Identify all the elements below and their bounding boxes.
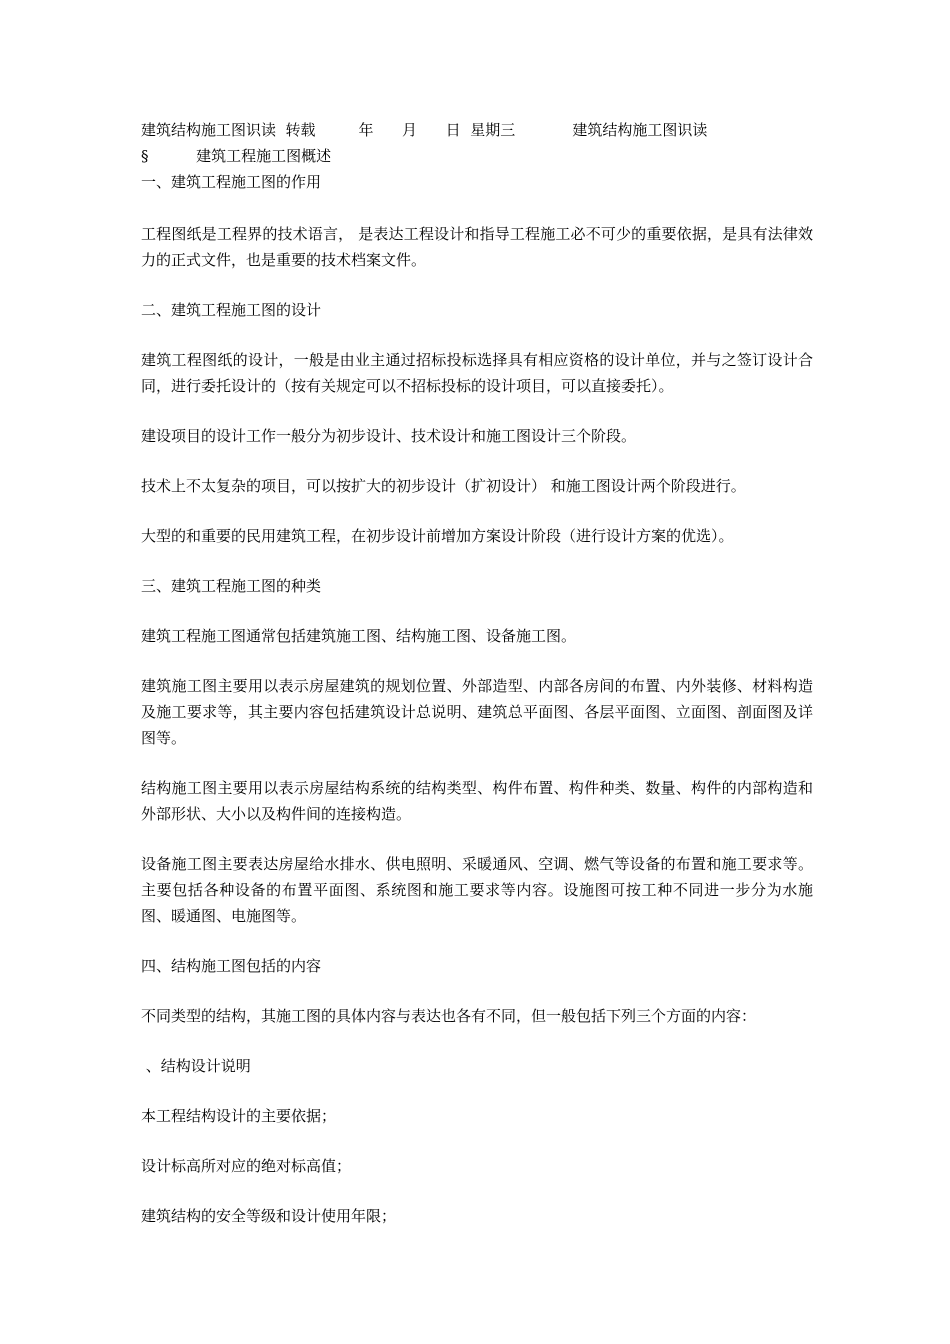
document-body xyxy=(141,117,813,1229)
paragraph: 建筑施工图主要用以表示房屋建筑的规划位置、外部造型、内部各房间的布置、内外装修、材料构造及施工要求等，其主要内容包括建筑设计总说明、建筑总平面图、各层平面图、立面图、剖面图及详图等。 xyxy=(141,677,813,747)
paragraph: 设备施工图主要表达房屋给水排水、供电照明、采暖通风、空调、燃气等设备的布置和施工要求等。主要包括各种设备的布置平面图、系统图和施工要求等内容。设施图可按工种不同进一步分为水施图、暖通图、电施图等。 xyxy=(141,855,813,925)
paragraph: 建筑工程图纸的设计，一般是由业主通过招标投标选择具有相应资格的设计单位，并与之签订设计合同，进行委托设计的（按有关规定可以不招标投标的设计项目，可以直接委托）。 xyxy=(141,351,813,395)
paragraph: 建筑工程施工图通常包括建筑施工图、结构施工图、设备施工图。 xyxy=(141,627,577,645)
paragraph: 不同类型的结构，其施工图的具体内容与表达也各有不同，但一般包括下列三个方面的内容： xyxy=(141,1007,757,1025)
section-mark-title: § 建筑工程施工图概述 xyxy=(141,147,332,165)
section-4-heading: 四、结构施工图包括的内容 xyxy=(141,957,322,975)
paragraph: 技术上不太复杂的项目，可以按扩大的初步设计（扩初设计） 和施工图设计两个阶段进行。 xyxy=(141,477,746,495)
paragraph: 结构施工图主要用以表示房屋结构系统的结构类型、构件布置、构件种类、数量、构件的内部构造和外部形状、大小以及构件间的连接构造。 xyxy=(141,779,813,823)
subsection-heading: 、结构设计说明 xyxy=(141,1057,251,1075)
section-3-heading: 三、建筑工程施工图的种类 xyxy=(141,577,322,595)
list-item: 建筑结构的安全等级和设计使用年限； xyxy=(141,1207,397,1225)
header-line: 建筑结构施工图识读 转载 年 月 日 星期三 建筑结构施工图识读 xyxy=(141,121,708,139)
paragraph: 建设项目的设计工作一般分为初步设计、技术设计和施工图设计三个阶段。 xyxy=(141,427,637,445)
paragraph: 工程图纸是工程界的技术语言， 是表达工程设计和指导工程施工必不可少的重要依据，是具有法律效力的正式文件，也是重要的技术档案文件。 xyxy=(141,225,813,269)
paragraph: 大型的和重要的民用建筑工程，在初步设计前增加方案设计阶段（进行设计方案的优选）。 xyxy=(141,527,734,545)
section-2-heading: 二、建筑工程施工图的设计 xyxy=(141,301,322,319)
list-item: 本工程结构设计的主要依据； xyxy=(141,1107,337,1125)
section-1-heading: 一、建筑工程施工图的作用 xyxy=(141,173,322,191)
list-item: 设计标高所对应的绝对标高值； xyxy=(141,1157,352,1175)
